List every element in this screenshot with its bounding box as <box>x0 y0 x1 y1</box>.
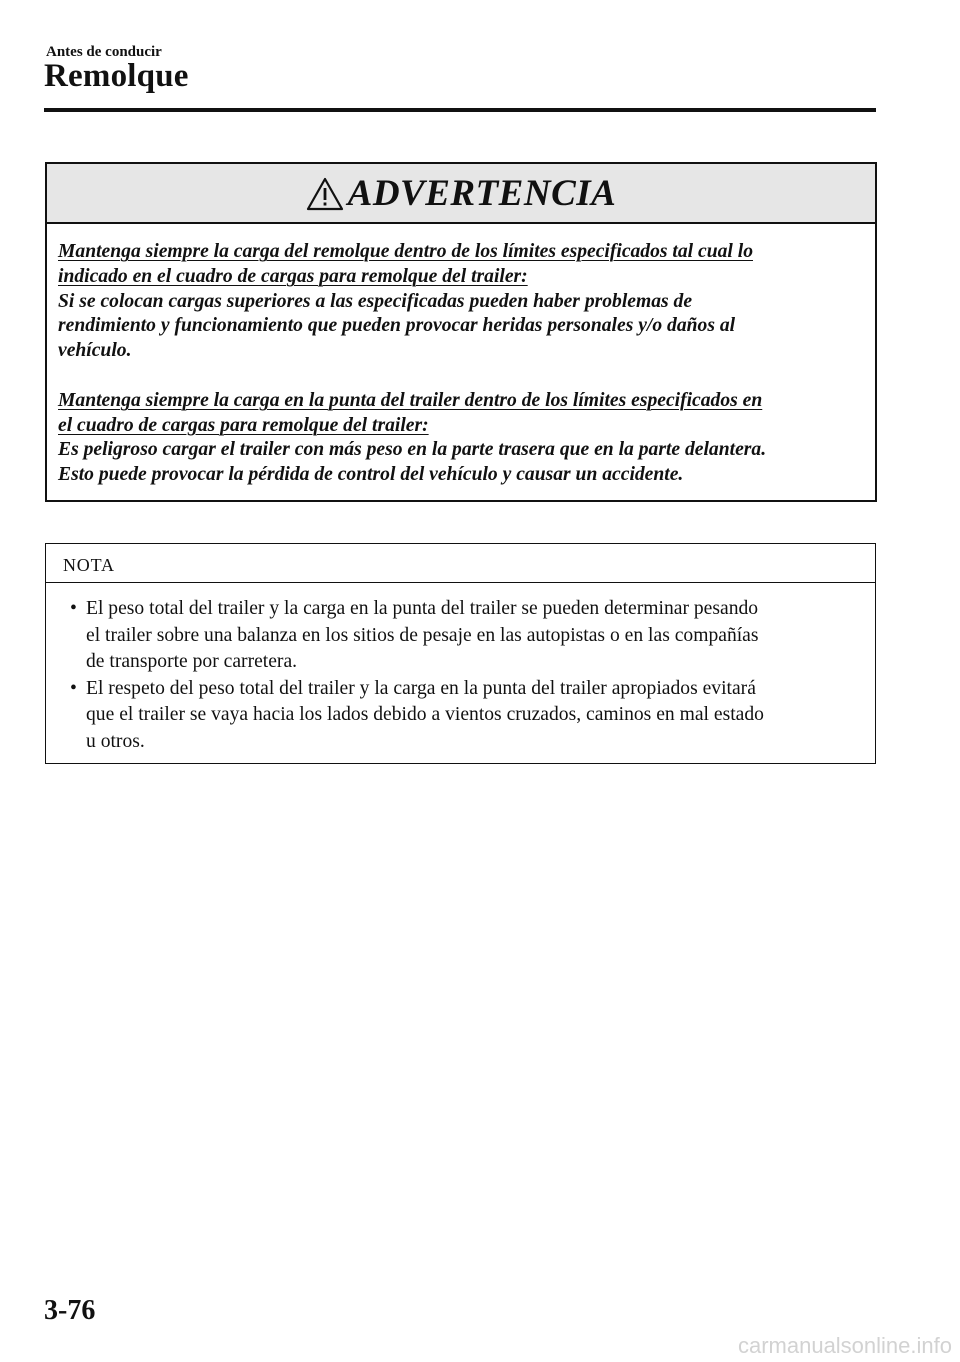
warning-box <box>45 162 877 502</box>
warning-title: ADVERTENCIA <box>347 172 617 214</box>
warning-line: Es peligroso cargar el trailer con más peso en la parte trasera que en la parte delantera. <box>58 439 767 461</box>
note-title: NOTA <box>46 544 875 583</box>
warning-header <box>47 164 875 224</box>
page-number: 3-76 <box>44 1295 96 1326</box>
warning-line: indicado en el cuadro de cargas para remolque del trailer: <box>58 265 528 287</box>
warning-line: Si se colocan cargas superiores a las especificadas pueden haber problemas de <box>58 290 693 312</box>
section-label: Antes de conducir <box>46 44 162 60</box>
warning-paragraph-2 <box>58 389 865 488</box>
note-line: que el trailer se vaya hacia los lados debido a vientos cruzados, caminos en mal estado <box>86 704 764 725</box>
header-divider <box>44 108 876 112</box>
page-title: Remolque <box>44 58 189 94</box>
warning-line: rendimiento y funcionamiento que pueden provocar heridas personales y/o daños al <box>58 315 736 337</box>
bullet-icon: • <box>70 598 77 619</box>
note-line: u otros. <box>86 730 145 752</box>
note-line: El respeto del peso total del trailer y la carga en la punta del trailer apropiados evitará <box>86 677 756 699</box>
note-box <box>45 543 876 764</box>
warning-line: Mantenga siempre la carga del remolque dentro de los límites especificados tal cual lo <box>58 241 753 262</box>
watermark: carmanualsonline.info <box>737 1333 952 1358</box>
note-line: de transporte por carretera. <box>86 651 298 672</box>
warning-line: el cuadro de cargas para remolque del trailer: <box>58 414 429 436</box>
warning-line: Esto puede provocar la pérdida de control del vehículo y causar un accidente. <box>58 464 684 486</box>
note-item-1 <box>69 596 875 676</box>
bullet-icon: • <box>70 677 77 699</box>
note-line: El peso total del trailer y la carga en la punta del trailer se pueden determinar pesando <box>86 598 759 619</box>
warning-line: vehículo. <box>58 340 132 362</box>
note-list <box>46 583 875 755</box>
warning-paragraph-1 <box>58 240 865 364</box>
warning-triangle-icon <box>306 177 344 211</box>
warning-line: Mantenga siempre la carga en la punta del trailer dentro de los límites especificados en <box>58 389 763 411</box>
warning-body <box>47 224 875 488</box>
note-item-2 <box>69 676 875 756</box>
note-line: el trailer sobre una balanza en los sitios de pesaje en las autopistas o en las compañías <box>86 624 759 646</box>
